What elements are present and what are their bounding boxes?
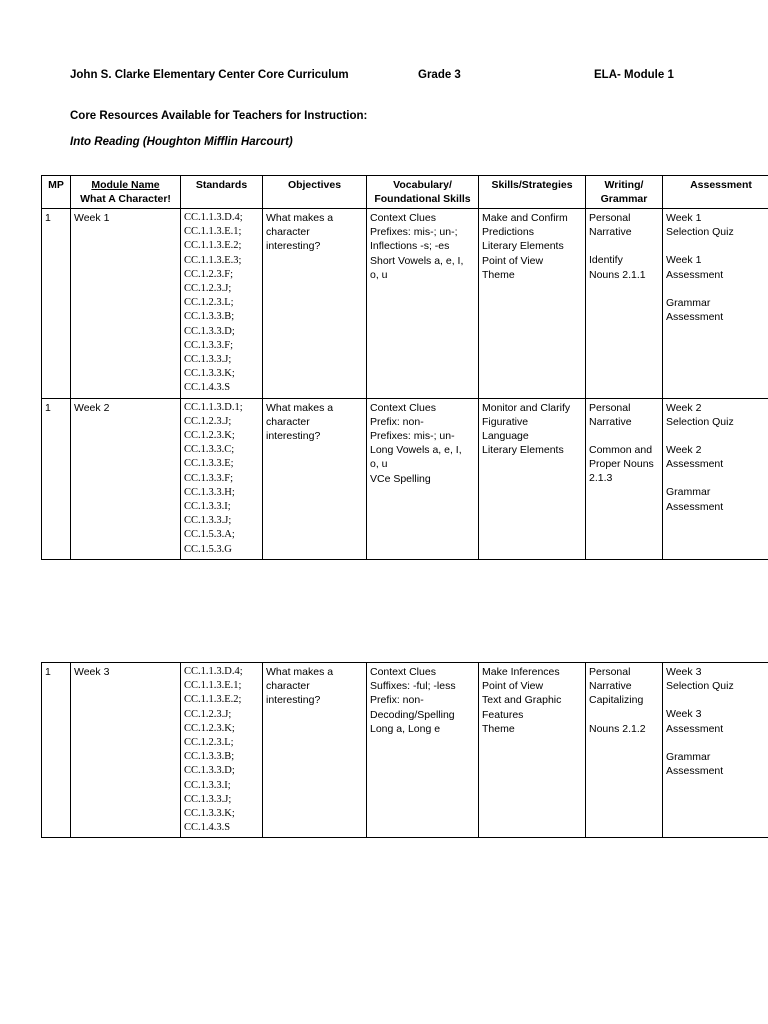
skills-cell	[479, 663, 586, 838]
vocabulary-cell-line: Decoding/Spelling	[370, 708, 455, 721]
vocabulary-label-2: Foundational Skills	[374, 193, 471, 205]
vocabulary-cell-line: Long Vowels a, e, I,	[370, 444, 462, 457]
assessment-cell-line	[666, 693, 768, 707]
skills-cell-line: Theme	[482, 722, 515, 735]
objectives-cell-line: character	[266, 226, 310, 239]
standards-cell-line: CC.1.2.3.L;	[184, 737, 234, 749]
standards-cell-line: CC.1.3.3.H;	[184, 486, 235, 498]
writing-cell-line: Personal	[589, 212, 631, 224]
writing-cell-line	[589, 708, 659, 722]
vocabulary-cell-line: o, u	[370, 458, 388, 471]
writing-cell-line: Narrative	[589, 415, 632, 428]
standards-cell-line: CC.1.1.3.E.1;	[184, 680, 242, 692]
skills-cell-line: Point of View	[482, 680, 544, 693]
assessment-cell	[663, 209, 768, 399]
standards-cell-line: CC.1.1.3.E.1;	[184, 226, 242, 238]
assessment-cell	[663, 398, 768, 559]
writing-cell-line	[589, 239, 659, 253]
writing-label-2: Grammar	[600, 193, 648, 205]
standards-cell-line: CC.1.3.3.F;	[184, 339, 234, 351]
standards-cell-line: CC.1.2.3.F;	[184, 268, 234, 280]
vocabulary-cell-line: Prefix: non-	[370, 694, 424, 707]
vocabulary-cell-line: Prefixes: mis-; un-;	[370, 226, 458, 239]
assessment-cell-line: Selection Quiz	[666, 226, 734, 239]
assessment-cell-line: Grammar	[666, 296, 711, 309]
objectives-cell-line: What makes a	[266, 212, 334, 224]
standards-cell-line: CC.1.3.3.K;	[184, 368, 235, 380]
standards-cell-line: CC.1.2.3.K;	[184, 430, 235, 442]
skills-cell-line: Literary Elements	[482, 444, 564, 457]
vocabulary-cell-line: Context Clues	[370, 666, 436, 678]
vocabulary-cell	[367, 663, 479, 838]
writing-label-1: Writing/	[604, 179, 644, 191]
skills-cell-line: Figurative	[482, 415, 529, 428]
standards-cell-line: CC.1.3.3.F;	[184, 472, 234, 484]
vocabulary-cell-line: Long a, Long e	[370, 722, 441, 735]
assessment-cell-line	[666, 239, 768, 253]
col-assessment: Assessment	[663, 176, 768, 209]
standards-cell-line: CC.1.3.3.J;	[184, 354, 232, 366]
writing-cell-line: Identify	[589, 254, 623, 267]
standards-cell-line: CC.1.3.3.K;	[184, 808, 235, 820]
objectives-cell-line: interesting?	[266, 694, 321, 707]
assessment-cell-line: Week 3	[666, 666, 702, 678]
assessment-cell-line: Assessment	[666, 268, 724, 281]
skills-cell	[479, 209, 586, 399]
skills-cell-line: Monitor and Clarify	[482, 401, 571, 414]
standards-cell-line: CC.1.3.3.D;	[184, 765, 235, 777]
standards-cell-line: CC.1.5.3.A;	[184, 529, 235, 541]
col-module-name	[71, 176, 181, 209]
standards-cell	[181, 663, 263, 838]
skills-cell-line: Make Inferences	[482, 666, 560, 678]
standards-cell-line: CC.1.3.3.C;	[184, 444, 235, 456]
objectives-cell-line: character	[266, 415, 310, 428]
table-header-row	[42, 176, 768, 209]
objectives-cell	[263, 663, 367, 838]
assessment-cell-line: Selection Quiz	[666, 680, 734, 693]
assessment-cell-line: Grammar	[666, 750, 711, 763]
col-writing	[586, 176, 663, 209]
assessment-cell-line: Assessment	[666, 311, 724, 324]
skills-cell-line: Predictions	[482, 226, 534, 239]
standards-cell-line: CC.1.1.3.D.4;	[184, 666, 243, 677]
vocabulary-cell-line: Prefixes: mis-; un-	[370, 430, 455, 443]
standards-cell-line: CC.1.4.3.S	[184, 382, 231, 394]
standards-cell-line: CC.1.2.3.J;	[184, 283, 232, 295]
standards-cell-line: CC.1.1.3.E.3;	[184, 254, 242, 266]
core-resources-heading: Core Resources Available for Teachers for Instruction:	[70, 110, 368, 122]
week-cell: Week 3	[71, 663, 181, 838]
skills-cell-line: Make and Confirm	[482, 212, 568, 224]
standards-cell-line: CC.1.3.3.B;	[184, 311, 235, 323]
writing-cell-line: Narrative	[589, 680, 632, 693]
writing-cell-line: Personal	[589, 666, 631, 678]
vocabulary-cell-line: Context Clues	[370, 401, 436, 414]
vocabulary-cell-line: VCe Spelling	[370, 472, 431, 485]
vocabulary-label-1: Vocabulary/	[393, 179, 452, 191]
assessment-cell-line: Assessment	[666, 765, 724, 778]
week-cell: Week 2	[71, 398, 181, 559]
writing-cell-line: Capitalizing	[589, 694, 644, 707]
vocabulary-cell-line: Context Clues	[370, 212, 436, 224]
writing-cell-line: Nouns 2.1.1	[589, 268, 646, 281]
objectives-cell-line: interesting?	[266, 240, 321, 253]
col-vocabulary	[367, 176, 479, 209]
standards-cell-line: CC.1.2.3.J;	[184, 708, 232, 720]
school-title: John S. Clarke Elementary Center Core Curriculum	[70, 69, 349, 81]
assessment-cell-line	[666, 429, 768, 443]
assessment-cell-line: Grammar	[666, 486, 711, 499]
writing-cell-line: Common and	[589, 444, 653, 457]
vocabulary-cell-line: Suffixes: -ful; -less	[370, 680, 456, 693]
assessment-cell-line	[666, 282, 768, 296]
vocabulary-cell-line: Inflections -s; -es	[370, 240, 450, 253]
resource-title: Into Reading (Houghton Mifflin Harcourt)	[70, 136, 293, 148]
mp-cell: 1	[42, 663, 71, 838]
assessment-cell-line: Assessment	[666, 722, 724, 735]
mp-cell: 1	[42, 209, 71, 399]
writing-cell-line: Narrative	[589, 226, 632, 239]
standards-cell-line: CC.1.1.3.E.2;	[184, 694, 242, 706]
standards-cell-line: CC.1.1.3.E.2;	[184, 240, 242, 252]
standards-cell-line: CC.1.3.3.J;	[184, 515, 232, 527]
module-subtitle: What A Character!	[80, 193, 171, 205]
standards-cell	[181, 209, 263, 399]
assessment-cell-line: Selection Quiz	[666, 415, 734, 428]
col-objectives: Objectives	[263, 176, 367, 209]
writing-cell	[586, 663, 663, 838]
standards-cell	[181, 398, 263, 559]
standards-cell-line: CC.1.3.3.I;	[184, 501, 231, 513]
skills-cell-line: Literary Elements	[482, 240, 564, 253]
writing-cell-line: 2.1.3	[589, 472, 613, 485]
assessment-cell-line: Week 2	[666, 401, 702, 414]
writing-cell-line	[589, 429, 659, 443]
standards-cell-line: CC.1.3.3.I;	[184, 779, 231, 791]
vocabulary-cell-line: Prefix: non-	[370, 415, 424, 428]
writing-cell	[586, 398, 663, 559]
grade-label: Grade 3	[418, 69, 461, 81]
standards-cell-line: CC.1.2.3.L;	[184, 297, 234, 309]
assessment-cell-line: Week 1	[666, 254, 702, 267]
table-row	[42, 663, 768, 838]
week-cell: Week 1	[71, 209, 181, 399]
assessment-cell-line	[666, 736, 768, 750]
objectives-cell-line: interesting?	[266, 430, 321, 443]
assessment-cell-line	[666, 471, 768, 485]
objectives-cell	[263, 209, 367, 399]
standards-cell-line: CC.1.1.3.D.4;	[184, 212, 243, 223]
assessment-cell-line: Week 3	[666, 708, 702, 721]
col-skills: Skills/Strategies	[479, 176, 586, 209]
assessment-cell-line: Week 2	[666, 444, 702, 457]
writing-cell-line: Nouns 2.1.2	[589, 722, 646, 735]
vocabulary-cell	[367, 398, 479, 559]
standards-cell-line: CC.1.4.3.S	[184, 822, 231, 834]
skills-cell-line: Point of View	[482, 254, 544, 267]
standards-cell-line: CC.1.3.3.D;	[184, 325, 235, 337]
table-row	[42, 209, 768, 399]
vocabulary-cell-line: Short Vowels a, e, I,	[370, 254, 464, 267]
standards-cell-line: CC.1.3.3.E;	[184, 458, 234, 470]
objectives-cell	[263, 398, 367, 559]
assessment-cell-line: Assessment	[666, 500, 724, 513]
standards-cell-line: CC.1.2.3.J;	[184, 415, 232, 427]
writing-cell-line: Proper Nouns	[589, 458, 654, 471]
col-mp: MP	[42, 176, 71, 209]
skills-cell	[479, 398, 586, 559]
objectives-cell-line: character	[266, 680, 310, 693]
standards-cell-line: CC.1.5.3.G	[184, 543, 232, 555]
skills-cell-line: Language	[482, 430, 529, 443]
standards-cell-line: CC.1.1.3.D.1;	[184, 401, 243, 413]
standards-cell-line: CC.1.3.3.J;	[184, 793, 232, 805]
module-name-label: Module Name	[91, 179, 160, 191]
objectives-cell-line: What makes a	[266, 666, 334, 678]
module-label: ELA- Module 1	[594, 69, 674, 81]
table-row	[42, 398, 768, 559]
col-standards: Standards	[181, 176, 263, 209]
vocabulary-cell	[367, 209, 479, 399]
assessment-cell	[663, 663, 768, 838]
objectives-cell-line: What makes a	[266, 401, 334, 414]
assessment-cell-line: Assessment	[666, 458, 724, 471]
mp-cell: 1	[42, 398, 71, 559]
curriculum-table-2	[41, 662, 768, 838]
assessment-cell-line: Week 1	[666, 212, 702, 224]
skills-cell-line: Features	[482, 708, 524, 721]
skills-cell-line: Theme	[482, 268, 515, 281]
writing-cell-line: Personal	[589, 401, 631, 414]
vocabulary-cell-line: o, u	[370, 268, 388, 281]
skills-cell-line: Text and Graphic	[482, 694, 562, 707]
curriculum-table-1	[41, 175, 768, 560]
standards-cell-line: CC.1.2.3.K;	[184, 722, 235, 734]
standards-cell-line: CC.1.3.3.B;	[184, 751, 235, 763]
writing-cell	[586, 209, 663, 399]
